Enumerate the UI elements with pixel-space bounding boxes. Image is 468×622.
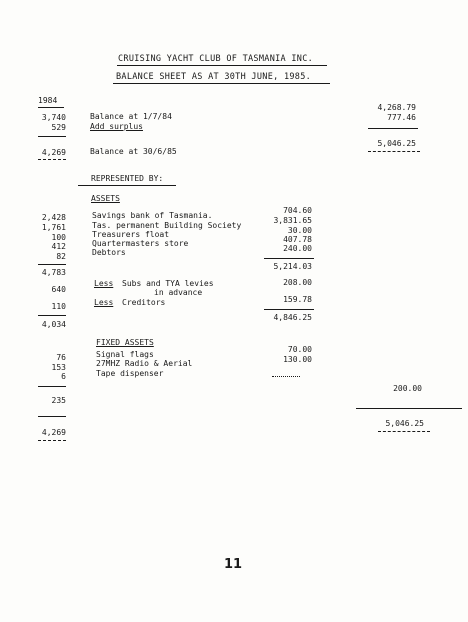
less-subs-label-2: in advance xyxy=(154,288,203,297)
grand-prior-double-rule xyxy=(38,440,66,441)
surplus-amount: 777.46 xyxy=(387,113,416,122)
asset-amount-4: 407.78 xyxy=(283,235,312,244)
less-subs-keyword: Less xyxy=(94,279,114,288)
asset-label-1: Savings bank of Tasmania. xyxy=(92,211,213,220)
fixed-label-3: Tape dispenser xyxy=(96,369,164,378)
grand-amount-rule xyxy=(356,408,462,409)
fixed-label-2: 27MHZ Radio & Aerial xyxy=(96,359,193,368)
prior-year-underline xyxy=(38,107,64,108)
page-number: 11 xyxy=(224,557,243,572)
title-underline xyxy=(117,65,327,66)
closing-prior-double-rule xyxy=(38,159,66,160)
net-amount-rule xyxy=(264,309,314,310)
assets-prior-rule xyxy=(38,264,66,265)
less-creditors-label: Creditors xyxy=(122,298,166,307)
net-assets-prior: 4,034 xyxy=(41,320,66,329)
asset-prior-4: 412 xyxy=(51,242,66,251)
document-subtitle: BALANCE SHEET AS AT 30TH JUNE, 1985. xyxy=(116,72,312,82)
summary-prior-rule xyxy=(38,136,66,137)
grand-total: 5,046.25 xyxy=(385,419,424,428)
less-subs-amount: 208.00 xyxy=(283,278,312,287)
fixed-label-1: Signal flags xyxy=(96,350,154,359)
asset-amount-2: 3,831.65 xyxy=(273,216,312,225)
fixed-assets-heading: FIXED ASSETS xyxy=(96,338,154,347)
fixed-total-prior: 235 xyxy=(51,396,66,405)
surplus-label: Add surplus xyxy=(90,122,143,131)
less-creditors-keyword: Less xyxy=(94,298,114,307)
less-subs-label: Subs and TYA levies xyxy=(122,279,214,288)
fixed-amount-1: 70.00 xyxy=(287,345,312,354)
grand-prior-rule xyxy=(38,416,66,417)
assets-heading: ASSETS xyxy=(91,194,120,203)
less-subs-prior: 640 xyxy=(51,285,66,294)
asset-prior-5: 82 xyxy=(56,252,66,261)
prior-year-label: 1984 xyxy=(38,96,58,105)
asset-amount-3: 30.00 xyxy=(287,226,312,235)
fixed-prior-rule xyxy=(38,386,66,387)
opening-label: Balance at 1/7/84 xyxy=(90,112,172,121)
asset-amount-1: 704.60 xyxy=(283,206,312,215)
fixed-prior-3: 6 xyxy=(61,372,66,381)
closing-prior: 4,269 xyxy=(41,148,66,157)
asset-prior-1: 2,428 xyxy=(41,213,66,222)
closing-amount-double-rule xyxy=(368,151,420,152)
surplus-prior: 529 xyxy=(51,123,66,132)
asset-label-2: Tas. permanent Building Society xyxy=(92,221,242,230)
opening-prior: 3,740 xyxy=(41,113,66,122)
asset-label-3: Treasurers float xyxy=(92,230,170,239)
net-prior-rule xyxy=(38,315,66,316)
opening-amount: 4,268.79 xyxy=(377,103,416,112)
asset-prior-3: 100 xyxy=(51,233,66,242)
assets-amount-rule xyxy=(264,258,314,259)
less-creditors-amount: 159.78 xyxy=(283,295,312,304)
fixed-rule-mark xyxy=(272,376,300,377)
grand-amount-double-rule xyxy=(378,431,430,432)
document-title: CRUISING YACHT CLUB OF TASMANIA INC. xyxy=(118,54,314,64)
asset-label-4: Quartermasters store xyxy=(92,239,189,248)
assets-subtotal: 5,214.03 xyxy=(273,262,312,271)
less-creditors-prior: 110 xyxy=(51,302,66,311)
asset-label-5: Debtors xyxy=(92,248,126,257)
fixed-amount-2: 130.00 xyxy=(283,355,312,364)
subtitle-underline xyxy=(113,83,330,84)
closing-amount: 5,046.25 xyxy=(377,139,416,148)
asset-amount-5: 240.00 xyxy=(283,244,312,253)
represented-by-underline xyxy=(78,185,176,186)
fixed-prior-2: 153 xyxy=(51,363,66,372)
represented-by-heading: REPRESENTED BY: xyxy=(91,174,164,183)
fixed-total: 200.00 xyxy=(393,384,422,393)
fixed-prior-1: 76 xyxy=(56,353,66,362)
closing-label: Balance at 30/6/85 xyxy=(90,147,177,156)
asset-prior-2: 1,761 xyxy=(41,223,66,232)
net-assets: 4,846.25 xyxy=(273,313,312,322)
assets-subtotal-prior: 4,783 xyxy=(41,268,66,277)
grand-total-prior: 4,269 xyxy=(41,428,66,437)
summary-amount-rule xyxy=(368,128,418,129)
